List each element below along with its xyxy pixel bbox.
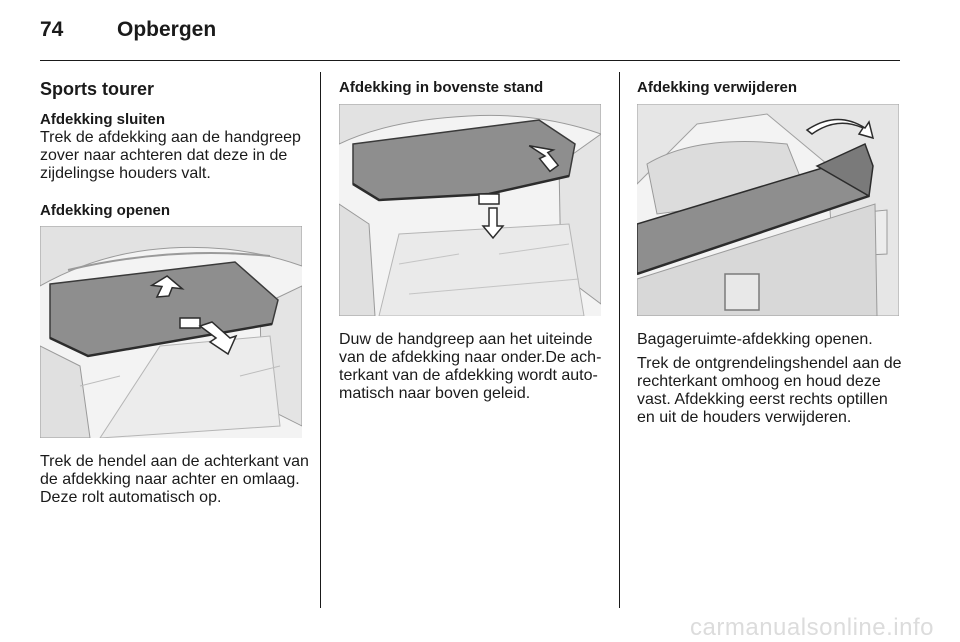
text-line: van de afdekking naar onder.De ach- xyxy=(339,349,602,366)
text-line: matisch naar boven geleid. xyxy=(339,385,531,402)
paragraph-afdekking-sluiten xyxy=(40,129,301,183)
section-title: Sports tourer xyxy=(40,79,155,99)
text-line: en uit de houders verwijderen. xyxy=(637,409,852,426)
text-line: Bagageruimte-afdekking openen. xyxy=(637,331,873,348)
paragraph-afdekking-openen-step xyxy=(637,331,873,349)
paragraph-bovenste-stand xyxy=(339,331,601,403)
text-line: zijdelingse houders valt. xyxy=(40,165,211,182)
header-divider xyxy=(40,60,900,61)
page-number: 74 xyxy=(40,18,64,41)
paragraph-afdekking-openen xyxy=(40,453,309,507)
subhead-afdekking-sluiten: Afdekking sluiten xyxy=(40,111,166,128)
text-line: terkant van de afdekking wordt auto- xyxy=(339,367,598,384)
text-line: vast. Afdekking eerst rechts optillen xyxy=(637,391,888,408)
text-line: Trek de afdekking aan de handgreep xyxy=(40,129,301,146)
subhead-afdekking-openen: Afdekking openen xyxy=(40,202,171,219)
text-line: de afdekking naar achter en omlaag. xyxy=(40,471,300,488)
text-line: zover naar achteren dat deze in de xyxy=(40,147,288,164)
column-divider-2 xyxy=(619,72,620,608)
illustration-cover-removal xyxy=(637,104,899,316)
paragraph-afdekking-verwijderen xyxy=(637,355,902,427)
column-divider-1 xyxy=(320,72,321,608)
text-line: Trek de hendel aan de achterkant van xyxy=(40,453,309,470)
illustration-cover-upper-position xyxy=(339,104,601,316)
subhead-bovenste-stand: Afdekking in bovenste stand xyxy=(339,79,544,96)
subhead-afdekking-verwijderen: Afdekking verwijderen xyxy=(637,79,798,96)
watermark: carmanualsonline.info xyxy=(690,614,934,641)
illustration-cover-opening xyxy=(40,226,302,438)
text-line: Duw de handgreep aan het uiteinde xyxy=(339,331,593,348)
chapter-title: Opbergen xyxy=(117,18,217,41)
text-line: Deze rolt automatisch op. xyxy=(40,489,222,506)
text-line: rechterkant omhoog en houd deze xyxy=(637,373,881,390)
text-line: Trek de ontgrendelingshendel aan de xyxy=(637,355,902,372)
